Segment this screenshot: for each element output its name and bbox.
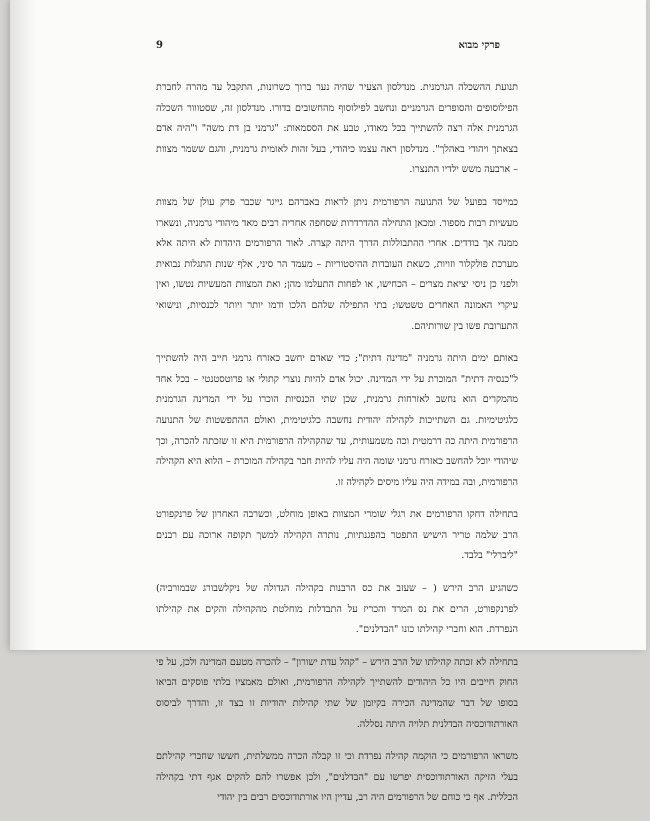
page-header: [156, 40, 500, 56]
gutter-shadow: [10, 0, 36, 650]
paragraph: כשהגיע הרב הירש ( – שעזב את כס הרבנות בקהילה הגדולה של ניקלשבורג שבמורביה) לפרנקפורט, הרים את נס המרד והכריז על התבדלות מוחלטת מהקהילה והקים את קהילתו הנפרדת. הוא וחברי קהילתו כונו "הבדלנים".: [156, 583, 518, 636]
body-text: [156, 78, 518, 821]
paragraph: בתחילה לא זכתה קהילתו של הרב הירש – "קהל עדת ישורון" – להכרה מטעם המדינה ולכן, על פי החוק חייבים היו כל היהודים להשתייך לקהילה הרפורמית, ואולם מאמציו בלתי פוסקים הביאו בסופו של דבר שהמדינה הכירה בקיומן של שתי קהילות יהודיות זו בצד זו, והדרך לביסוס האורתודוכסיה הבדלנית תלויה היתה נסללה.: [156, 656, 518, 730]
paragraph: בתחילה דחקו הרפורמים את רגלי שומרי המצוות באופן מוחלט, וכשרבה האחרון של פרנקפורט הרב שלמה טריר הישיש התפטר בהפגנתיות, נותרה הקהילה למשך תקופה ארוכה עם רבנים "ליברלי" בלבד.: [156, 509, 518, 562]
paragraph: תנועת ההשכלה הגרמנית. מנדלסון הצעיר שהיה נער ברוך כשרונות, התקבל עד מהרה לחברת הפילוסופים והסופרים הגרמניים ונחשב לפילוסוף מהחשובים בדורו. מנדלסון זה, שסטווור השכלה הגרמנית אלה רצה להשתייך בכל מאודו, טבע את הססמאות: "גרמני בן דת משה" ו"היה אדם בצאתך ויהודי באהלך". מנדלסון ראה עצמו כיהודי, בעל זהות לאומית גרמנית, והגם ששמר מצוות – ארבעה משש ילדיו התנצרו.: [156, 82, 518, 176]
paragraph: משראו הרפורמים כי הוקמה קהילה נפרדת וכי זו קבלה הכרה ממשלתית, חששו שחברי קהילתם בעלי הזיקה האורתודוכסית יפרשו עם "הבדלנים", ולכן אפשרו להם להקים אגף דתי בקהילה הכללית. אף כי כוחם של הרפורמים היה רב, עדיין היו אורתודוכסים רבים בין יהודי: [156, 751, 518, 804]
page-number: 9: [156, 40, 163, 51]
paragraph: כמייסד בפועל של התנועה הרפורמית ניתן לראות באברהם גייגר שכבר פרק עולן של מצוות מעשיות רבות מספור. ומכאן התחילה ההדרדרות שסחפה אחריה רבים מאד מיהודי גרמניה, ונשארו ממנה אך בודדים. אחרי ההתבוללות הדרך היתה קצרה. לאור הרפורמים היהדות לא היתה אלא מערכת פולקלור וזויות, כשאת העובדות ההיסטוריות – מעמד הר סיני, אלף שנות התגלות נבואית ולפני כן ניסי יציאת מצרים – הכחישו, או לפחות התעלמו מהן; ואת המצוות המעשיות נטשו, ואין עיקרי האמונה האחרים טשטשו; בתי התפילה שלהם הלכו ודמו יותר ויותר לכנסיות, ונישואי התערובת פשו בין שורותיהם.: [156, 196, 518, 332]
book-page: [10, 0, 646, 804]
running-head: פרקי מבוא: [458, 40, 500, 51]
paragraph: באותם ימים היתה גרמניה "מדינה דתית"; כדי שאדם יחשב כאזרח גרמני חייב היה להשתייך ל"כנסיה דתית" המוכרת על ידי המדינה. יכול אדם להיות נוצרי קתולי או פרוטסטנטי – בכל אחד מהמקרים הוא נחשב לאזרחות גרמנית, שכן שתי הכנסיות הוכרו על ידי המדינה הגרמנית כלגיטימיות. גם השתייכות לקהילה יהודית נחשבה כלגיטימית, ואולם ההתפשטות של התנועה הרפורמית היתה כה דרמטית וכה משמעותית, עד שהקהילה הרפורמית היא זו שזכתה להכרה, וכך שיהודי יוכל להחשב כאזרח גרמני שומה היה עליו להיות חבר בקהילה המוכרת – הלוא היא הקהילה הרפורמית, ובה במידה היה עליו מיסים לקהילה זו.: [156, 353, 518, 488]
